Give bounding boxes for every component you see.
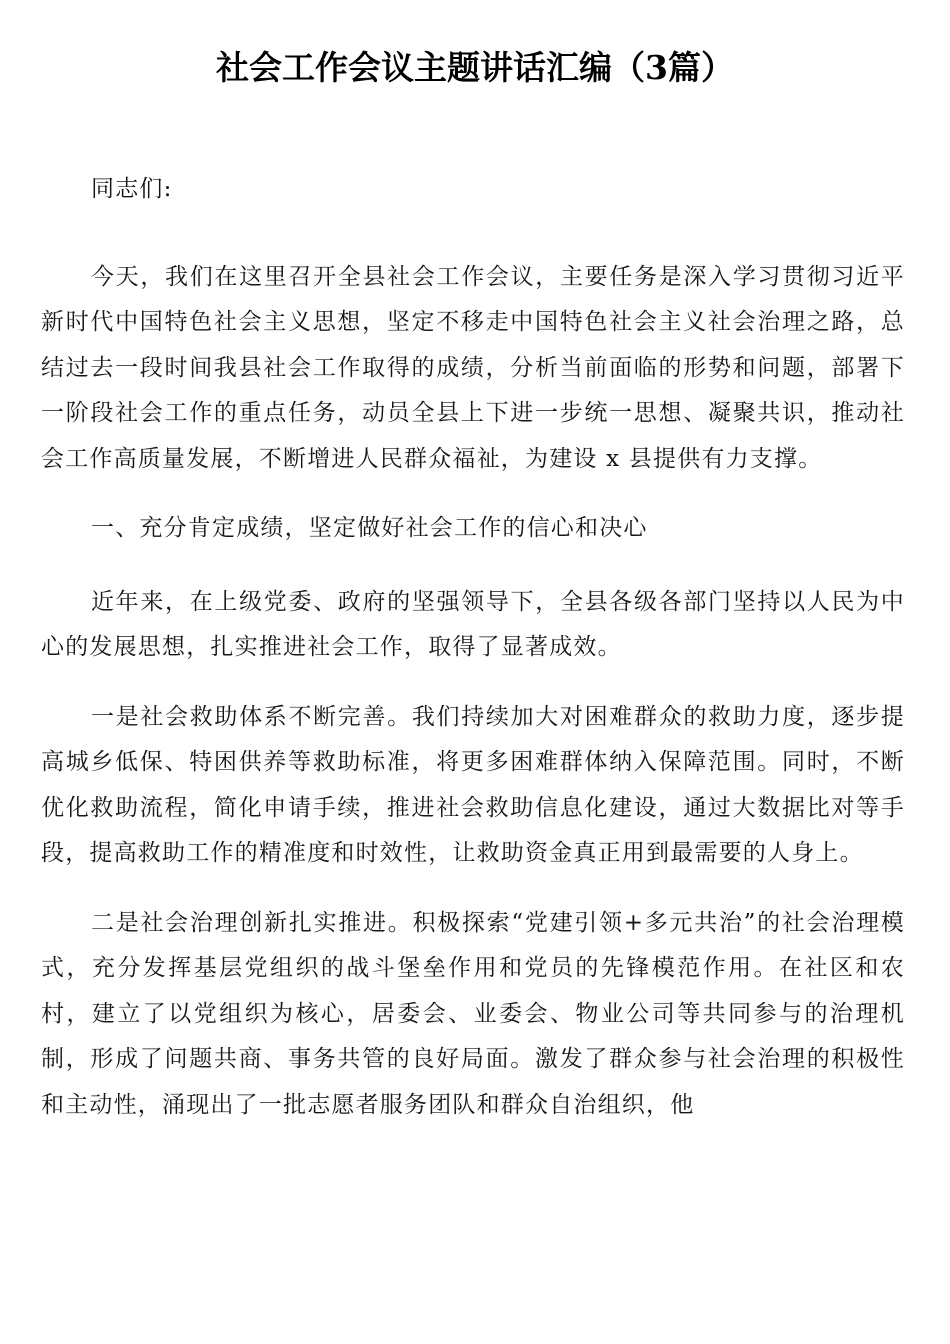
- greeting: 同志们:: [91, 176, 173, 202]
- document-body: [41, 167, 905, 1152]
- paragraph-achievements: 近年来，在上级党委、政府的坚强领导下，全县各级各部门坚持以人民为中心的发展思想，扎实推进社会工作，取得了显著成效。: [41, 588, 905, 660]
- section-heading-1: 一、充分肯定成绩，坚定做好社会工作的信心和决心: [91, 515, 648, 541]
- paragraph-intro: 今天，我们在这里召开全县社会工作会议，主要任务是深入学习贯彻习近平新时代中国特色社会主义思想，坚定不移走中国特色社会主义社会治理之路，总结过去一段时间我县社会工作取得的成绩，分析当前面临的形势和问题，部署下一阶段社会工作的重点任务，动员全县上下进一步统一思想、凝聚共识，推动社会工作高质量发展，不断增进人民群众福祉，为建设 x 县提供有力支撑。: [41, 263, 905, 472]
- paragraph-social-governance: 二是社会治理创新扎实推进。积极探索“党建引领+多元共治”的社会治理模式，充分发挥基层党组织的战斗堡垒作用和党员的先锋模范作用。在社区和农村，建立了以党组织为核心，居委会、业委会、物业公司等共同参与的治理机制，形成了问题共商、事务共管的良好局面。激发了群众参与社会治理的积极性和主动性，涌现出了一批志愿者服务团队和群众自治组织，他: [41, 909, 905, 1118]
- document-title: 社会工作会议主题讲话汇编（3篇）: [216, 48, 734, 87]
- paragraph-social-assistance: 一是社会救助体系不断完善。我们持续加大对困难群众的救助力度，逐步提高城乡低保、特困供养等救助标准，将更多困难群体纳入保障范围。同时，不断优化救助流程，简化申请手续，推进社会救助信息化建设，通过大数据比对等手段，提高救助工作的精准度和时效性，让救助资金真正用到最需要的人身上。: [41, 703, 905, 866]
